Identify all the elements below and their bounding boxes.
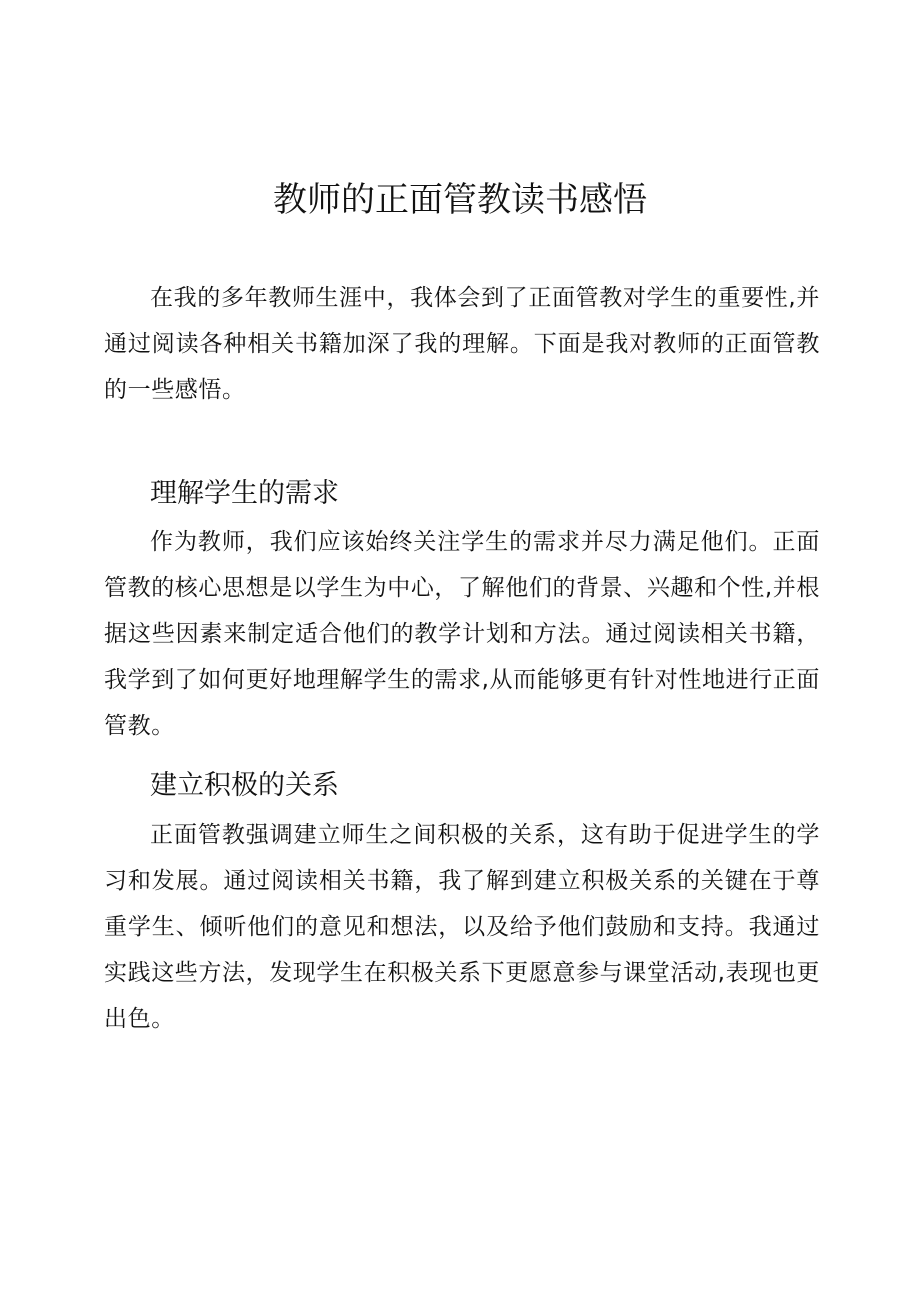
section-heading-positive-relationship: 建立积极的关系 xyxy=(150,770,339,801)
section-heading-understand-needs: 理解学生的需求 xyxy=(150,478,339,509)
document-title: 教师的正面管教读书感悟 xyxy=(273,180,647,220)
intro-paragraph: 在我的多年教师生涯中，我体会到了正面管教对学生的重要性,并通过阅读各种相关书籍加深了我的理解。下面是我对教师的正面管教的一些感悟。 xyxy=(104,285,820,403)
section-body-positive-relationship: 正面管教强调建立师生之间积极的关系，这有助于促进学生的学习和发展。通过阅读相关书籍，我了解到建立积极关系的关键在于尊重学生、倾听他们的意见和想法，以及给予他们鼓励和支持。我通过实践这些方法，发现学生在积极关系下更愿意参与课堂活动,表现也更出色。 xyxy=(104,822,820,1032)
section-body-understand-needs: 作为教师，我们应该始终关注学生的需求并尽力满足他们。正面管教的核心思想是以学生为中心，了解他们的背景、兴趣和个性,并根据这些因素来制定适合他们的教学计划和方法。通过阅读相关书籍，我学到了如何更好地理解学生的需求,从而能够更有针对性地进行正面管教。 xyxy=(104,529,820,739)
